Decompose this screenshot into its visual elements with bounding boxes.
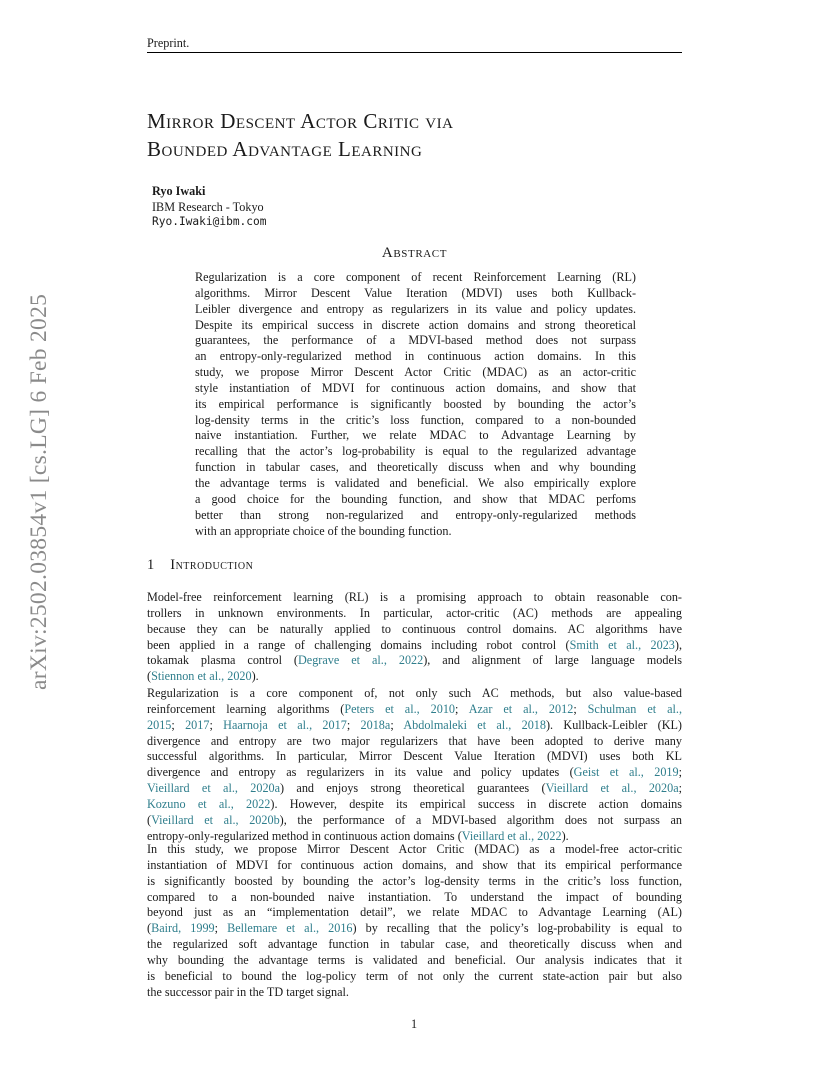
citation-link[interactable]: Vieillard et al., 2020a: [545, 781, 679, 796]
abstract-line: with an appropriate choice of the bounding function.: [195, 523, 452, 538]
section-heading: [147, 557, 253, 574]
abstract-line: function in tabular cases, and theoretically discuss when and why bounding: [195, 460, 636, 475]
citation-link[interactable]: Geist et al., 2019: [573, 765, 679, 780]
abstract-line: better than strong non-regularized and entropy-only-regularized methods: [195, 507, 636, 522]
text-line: why bounding the advantage terms is validated and beneficial. Our analysis indicates that it: [147, 952, 682, 967]
citation-link[interactable]: 2018a: [360, 717, 391, 732]
text-line: is beneficial to bound the log-policy term of not only the current state-action pair but also: [147, 968, 682, 983]
text-line: Vieillard et al., 2020a) and enjoys strong theoretical guarantees (Vieillard et al., 2020a;: [147, 781, 682, 796]
text-line: In this study, we propose Mirror Descent Actor Critic (MDAC) as a model-free actor-critic: [147, 842, 682, 856]
paper-title-line-1: Mirror Descent Actor Critic via: [147, 109, 454, 133]
citation-link[interactable]: Vieillard et al., 2020a: [147, 781, 281, 796]
citation-link[interactable]: Degrave et al., 2022: [297, 653, 424, 668]
citation-link[interactable]: Bellemare et al., 2016: [227, 921, 353, 936]
text-line: divergence and entropy as regularizers in its value and policy updates (Geist et al., 2019;: [147, 765, 682, 780]
abstract-body: [195, 270, 636, 539]
text-line: reinforcement learning algorithms (Peters et al., 2010; Azar et al., 2012; Schulman et al.,: [147, 701, 682, 716]
intro-paragraph-2: [147, 686, 682, 844]
text-line: the regularized soft advantage function in tabular case, and theoretically discuss when and: [147, 937, 682, 952]
citation-link[interactable]: Vieillard et al., 2020b: [151, 812, 280, 827]
abstract-line: Regularization is a core component of recent Reinforcement Learning (RL): [195, 270, 636, 284]
abstract-line: the advantage terms is validated and beneficial. We also empirically explore: [195, 475, 636, 490]
text-line: trollers in unknown environments. In particular, actor-critic (AC) methods are appealing: [147, 605, 682, 620]
citation-link[interactable]: Baird, 1999: [151, 921, 215, 936]
text-line: (Stiennon et al., 2020).: [147, 669, 259, 684]
abstract-line: study, we propose Mirror Descent Actor Critic (MDAC) as an actor-critic: [195, 365, 636, 380]
abstract-line: log-density terms in the critic’s loss function, compared to a non-bounded: [195, 412, 636, 427]
text-line: (Vieillard et al., 2020b), the performance of a MDVI-based algorithm does not surpass an: [147, 812, 682, 827]
citation-link[interactable]: Schulman et al.,: [587, 701, 682, 716]
text-line: Kozuno et al., 2022). However, despite its empirical success in discrete action domains: [147, 796, 682, 811]
paper-title: [147, 107, 453, 163]
abstract-line: naive instantiation. Further, we relate MDAC to Advantage Learning by: [195, 428, 636, 443]
citation-link[interactable]: Haarnoja et al., 2017: [223, 717, 347, 732]
abstract-line: its empirical performance is significantly boosted by bounding the actor’s: [195, 396, 636, 411]
citation-link[interactable]: Stiennon et al., 2020: [151, 669, 252, 684]
citation-link[interactable]: Abdolmaleki et al., 2018: [403, 717, 546, 732]
citation-link[interactable]: Azar et al., 2012: [468, 701, 574, 716]
intro-paragraph-1: [147, 590, 682, 685]
page-number: 1: [410, 1017, 418, 1031]
text-line: because they can be naturally applied to continuous control domains. AC algorithms have: [147, 621, 682, 636]
citation-link[interactable]: 2015: [147, 717, 172, 732]
header-rule: [147, 52, 682, 53]
text-line: divergence and entropy are two major regularizers that have been adopted to derive many: [147, 733, 682, 748]
arxiv-stamp-text: arXiv:2502.03854v1 [cs.LG] 6 Feb 2025: [26, 293, 52, 690]
citation-link[interactable]: Peters et al., 2010: [344, 701, 456, 716]
abstract-line: algorithms. Mirror Descent Value Iteration (MDVI) uses both Kullback-: [195, 285, 636, 300]
text-line: beyond just as an “implementation detail”, we relate MDAC to Advantage Learning (AL): [147, 905, 682, 920]
citation-link[interactable]: 2017: [185, 717, 210, 732]
section-title: Introduction: [170, 557, 254, 573]
author-name: Ryo Iwaki: [152, 184, 206, 198]
text-line: 2015; 2017; Haarnoja et al., 2017; 2018a; Abdolmaleki et al., 2018). Kullback-Leibler (KL): [147, 717, 682, 732]
text-line: compared to a non-bounded naive instantiation. To understand the impact of bounding: [147, 889, 682, 904]
citation-link[interactable]: Kozuno et al., 2022: [147, 796, 271, 811]
author-email[interactable]: Ryo.Iwaki@ibm.com: [152, 215, 267, 228]
text-line: Regularization is a core component of, not only such AC methods, but also value-based: [147, 686, 682, 700]
abstract-line: Leibler divergence and entropy as regularizers in its value and policy updates.: [195, 301, 636, 316]
running-header: Preprint.: [147, 36, 190, 50]
abstract-line: a good choice for the bounding function, and show that MDAC perfoms: [195, 491, 636, 506]
abstract-line: an entropy-only-regularized method in continuous action domains. In this: [195, 349, 636, 364]
text-line: tokamak plasma control (Degrave et al., 2022), and alignment of large language models: [147, 653, 682, 668]
text-line: instantiation of MDVI for continuous action domains, and show that its empirical performance: [147, 857, 682, 872]
text-line: successful algorithms. In particular, Mirror Descent Value Iteration (MDVI) uses both KL: [147, 749, 682, 764]
abstract-line: guarantees, the performance of a MDVI-based method does not surpass: [195, 333, 636, 348]
abstract-line: Despite its empirical success in discrete action domains and strong theoretical: [195, 317, 636, 332]
abstract-line: style instantiation of MDVI for continuous action domains, and show that: [195, 380, 636, 395]
citation-link[interactable]: Smith et al., 2023: [569, 637, 675, 652]
author-affiliation: IBM Research - Tokyo: [152, 200, 264, 214]
citation-link[interactable]: Vieillard et al., 2022: [461, 828, 562, 843]
abstract-heading: Abstract: [381, 245, 448, 261]
paper-title-line-2: Bounded Advantage Learning: [147, 137, 423, 161]
text-line: is significantly boosted by bounding the actor’s log-density terms in the critic’s loss function,: [147, 873, 682, 888]
text-line: Model-free reinforcement learning (RL) is a promising approach to obtain reasonable con-: [147, 590, 682, 604]
text-line: entropy-only-regularized method in continuous action domains (Vieillard et al., 2022).: [147, 828, 569, 843]
abstract-line: recalling that the actor’s log-probability is equal to the regularized advantage: [195, 444, 636, 459]
intro-paragraph-3: [147, 842, 682, 1000]
text-line: (Baird, 1999; Bellemare et al., 2016) by recalling that the policy’s log-probability is equal to: [147, 921, 683, 936]
section-number: 1: [147, 557, 155, 573]
text-line: the successor pair in the TD target signal.: [147, 984, 349, 999]
text-line: been applied in a range of challenging domains including robot control (Smith et al., 2023),: [147, 637, 683, 652]
